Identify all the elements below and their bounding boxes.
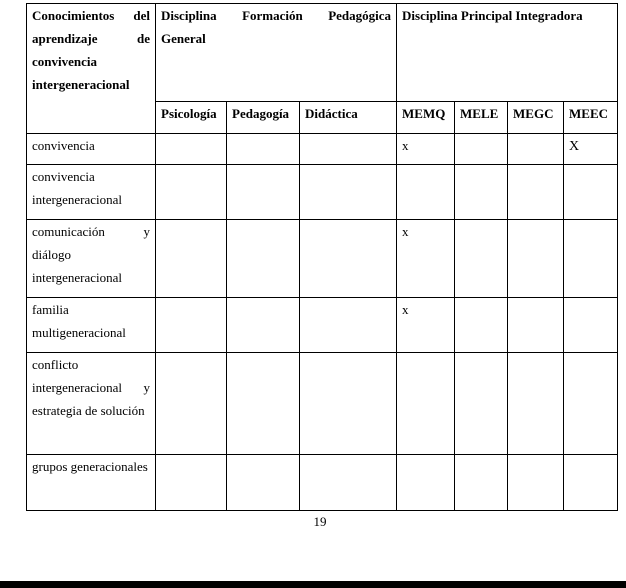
row-topic: familia multigeneracional <box>27 298 156 353</box>
row-cell <box>397 455 455 511</box>
row-cell <box>508 298 564 353</box>
subheader-memq: MEMQ <box>397 102 455 134</box>
row-cell <box>564 165 618 220</box>
row-cell <box>564 353 618 455</box>
row-cell: x <box>397 220 455 298</box>
table-row <box>27 455 618 511</box>
row-topic: conflicto intergeneracional y estrategia de solución <box>27 353 156 455</box>
row-cell <box>508 165 564 220</box>
row-cell <box>156 455 227 511</box>
row-cell <box>508 455 564 511</box>
row-cell <box>455 298 508 353</box>
row-cell <box>397 165 455 220</box>
row-cell <box>156 353 227 455</box>
row-cell <box>300 134 397 165</box>
row-cell <box>300 353 397 455</box>
row-cell <box>455 353 508 455</box>
subheader-didactica: Didáctica <box>300 102 397 134</box>
subheader-meec: MEEC <box>564 102 618 134</box>
row-cell <box>227 353 300 455</box>
row-cell: X <box>564 134 618 165</box>
row-cell: x <box>397 134 455 165</box>
page-number: 19 <box>313 514 327 529</box>
row-topic: comunicación y diálogo intergeneracional <box>27 220 156 298</box>
row-cell: x <box>397 298 455 353</box>
row-cell <box>397 353 455 455</box>
row-cell <box>156 134 227 165</box>
row-cell <box>300 165 397 220</box>
header-general-discipline: Disciplina Formación Pedagógica General <box>156 4 397 102</box>
row-cell <box>227 134 300 165</box>
row-cell <box>227 220 300 298</box>
row-cell <box>564 298 618 353</box>
row-cell <box>455 220 508 298</box>
subheader-mele: MELE <box>455 102 508 134</box>
table-row <box>27 353 618 455</box>
bottom-border-bar <box>0 581 626 588</box>
row-cell <box>156 298 227 353</box>
row-topic: convivencia intergeneracional <box>27 165 156 220</box>
table-row <box>27 220 618 298</box>
row-cell <box>300 298 397 353</box>
table-row <box>27 134 618 165</box>
table-row <box>27 165 618 220</box>
row-cell <box>227 165 300 220</box>
row-cell <box>455 165 508 220</box>
row-cell <box>455 134 508 165</box>
row-cell <box>227 298 300 353</box>
row-cell <box>508 220 564 298</box>
header-principal-discipline: Disciplina Principal Integradora <box>397 4 618 102</box>
row-cell <box>300 220 397 298</box>
row-topic: grupos generacionales <box>27 455 156 511</box>
row-cell <box>564 220 618 298</box>
subheader-psicologia: Psicología <box>156 102 227 134</box>
row-cell <box>300 455 397 511</box>
subheader-pedagogia: Pedagogía <box>227 102 300 134</box>
row-cell <box>156 165 227 220</box>
row-cell <box>455 455 508 511</box>
row-cell <box>564 455 618 511</box>
header-knowledge: Conocimientos del aprendizaje de convivencia intergeneracional <box>27 4 156 134</box>
row-topic: convivencia <box>27 134 156 165</box>
curriculum-table <box>26 3 618 511</box>
row-cell <box>508 134 564 165</box>
row-cell <box>156 220 227 298</box>
table-row <box>27 298 618 353</box>
subheader-megc: MEGC <box>508 102 564 134</box>
row-cell <box>508 353 564 455</box>
row-cell <box>227 455 300 511</box>
